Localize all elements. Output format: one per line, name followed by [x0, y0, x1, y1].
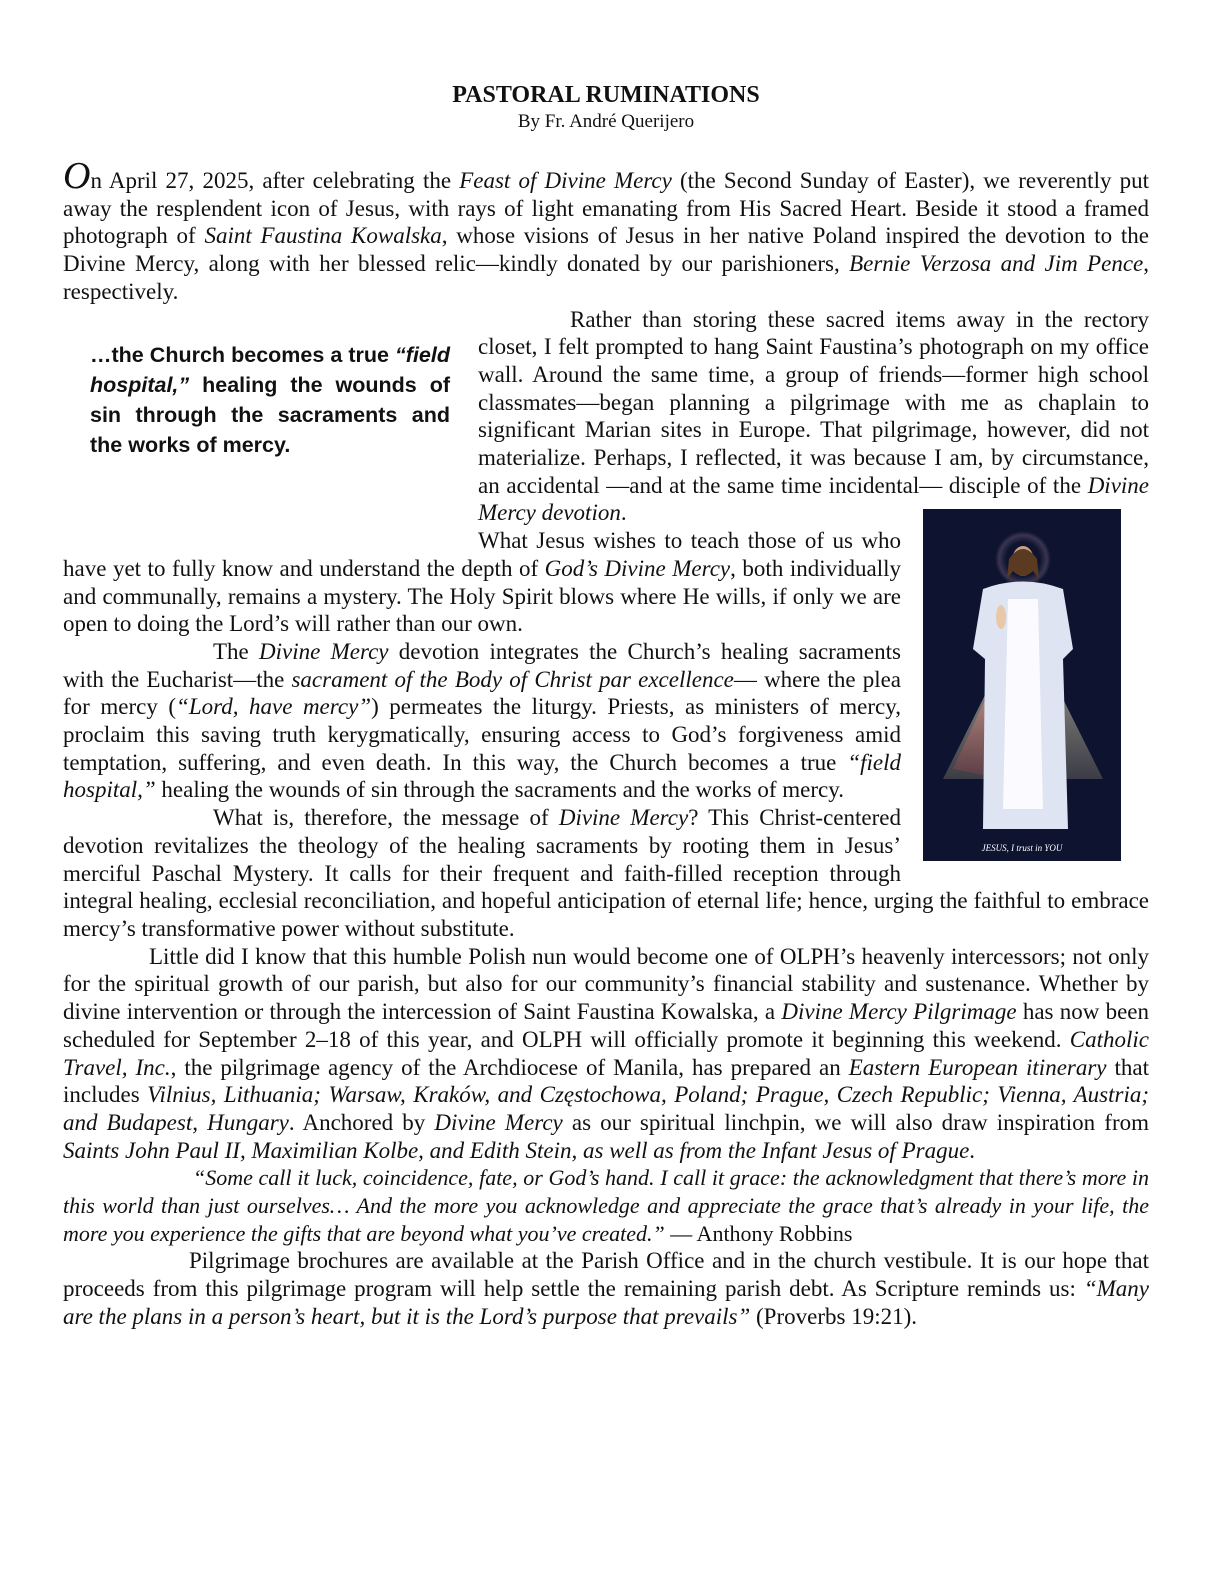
text-segment: Little did I know that this humble Polish nun would become one of OLPH’s heavenly intercessors; not only for the spiritual growth of our parish, but also for our community’s financial stability and sustenance. Whether by divine intervention or through the intercession of Saint Faustina Kowalska, a	[63, 943, 1149, 1025]
text-segment: .	[969, 1137, 976, 1163]
text-segment: ) permeates the liturgy. Priests, as ministers of mercy, proclaim this saving truth kerygmatically, ensuring access to God’s forgiveness amid temptation, suffering, and even death. In this way, the Church becomes a true	[63, 694, 901, 775]
italic-text: “Lord, have mercy”	[176, 694, 372, 720]
italic-text: “field hospital,”	[90, 342, 450, 397]
italic-text: Eastern European itinerary	[848, 1054, 1107, 1080]
italic-text: Divine Mercy devotion	[478, 472, 1149, 526]
text-segment: What is, therefore, the message of	[213, 805, 559, 831]
italic-text: “field hospital,”	[63, 749, 901, 803]
text-segment: , whose visions of Jesus in her native Poland inspired the devotion to the Divine Mercy, along with her blessed relic—kindly donated by our parishioners,	[63, 223, 1150, 277]
text-segment: ? This Christ-centered devotion revitalizes the theology of the healing sacraments by rooting them in Jesus’ merciful Paschal Mystery. It calls for their frequent and faith-filled reception through integral healing, ecclesial reconciliation, and hopeful anticipation of eternal life; hence, urging the faithful to embrace mercy’s transformative power without substitute.	[63, 805, 1149, 941]
drop-cap: O	[63, 155, 91, 197]
text-segment: has now been scheduled for September 2–18 of this year, and OLPH will officially promote it beginning this weekend.	[63, 999, 1150, 1052]
italic-text: Divine Mercy	[434, 1109, 563, 1135]
text-segment: that includes	[63, 1054, 1149, 1108]
byline: By Fr. André Querijero	[517, 111, 695, 132]
italic-text: Feast of Divine Mercy	[459, 168, 672, 193]
divine-mercy-painting	[923, 509, 1121, 861]
pull-quote-box	[63, 312, 478, 530]
paragraph-brochures	[63, 1247, 1149, 1330]
divine-mercy-image	[923, 509, 1121, 861]
text-segment: as our spiritual linchpin, we will also draw inspiration from	[562, 1109, 1149, 1135]
italic-text: Divine Mercy	[558, 805, 689, 831]
text-segment: .	[620, 500, 627, 526]
pull-quote	[90, 340, 450, 460]
text-segment: — Anthony Robbins	[664, 1220, 853, 1246]
paragraph-intro	[63, 155, 1150, 306]
page-title: PASTORAL RUMINATIONS	[452, 82, 760, 108]
text-segment: What Jesus wishes to teach those of us who have yet to fully know and understand the depth of	[63, 528, 901, 581]
text-segment: The	[213, 638, 260, 664]
text-segment: (Proverbs 19:21).	[750, 1303, 917, 1329]
text-segment: healing the wounds of sin through the sacraments and the works of mercy.	[155, 777, 845, 803]
text-segment: . Anchored by	[288, 1109, 435, 1135]
article	[63, 80, 1149, 1331]
italic-text: Divine Mercy	[259, 638, 389, 664]
italic-text: Saints John Paul II, Maximilian Kolbe, and Edith Stein, as well as from the Infant Jesus of Prague	[63, 1137, 970, 1163]
text-segment: n April 27, 2025, after celebrating the	[90, 168, 460, 193]
text-segment: , respectively.	[63, 251, 1149, 304]
italic-text: God’s Divine Mercy	[544, 555, 731, 581]
italic-text: Divine Mercy Pilgrimage	[781, 999, 1017, 1025]
text-segment: (the Second Sunday of Easter), we reverently put away the resplendent icon of Jesus, with rays of light emanating from His Sacred Heart. Beside it stood a framed photograph of	[63, 168, 1149, 249]
italic-text: sacrament of the Body of Christ par excellence	[291, 666, 734, 692]
text-segment: , both individually and communally, remains a mystery. The Holy Spirit blows where He wills, if only we are open to doing the Lord’s will rather than our own.	[63, 555, 901, 637]
text-segment: , the pilgrimage agency of the Archdiocese of Manila, has prepared an	[170, 1054, 849, 1080]
italic-text: Catholic Travel, Inc.	[63, 1026, 1149, 1080]
italic-text: Saint Faustina Kowalska	[204, 223, 442, 249]
text-segment: …the Church becomes a true	[90, 342, 396, 367]
quotation	[63, 1164, 1149, 1247]
italic-text: Vilnius, Lithuania; Warsaw, Kraków, and Częstochowa, Poland; Prague, Czech Republic; Vienna, Austria; and Budapest, Hungary	[63, 1082, 1149, 1135]
text-segment: — where the plea for mercy (	[63, 666, 902, 720]
text-segment: Rather than storing these sacred items away in the rectory closet, I felt prompted to hang Saint Faustina’s photograph on my office wall. Around the same time, a group of friends—former high school classmates—began planning a pilgrimage with me as chaplain to significant Marian sites in Europe. That pilgrimage, however, did not materialize. Perhaps, I reflected, it was because I am, by circumstance, an accidental —and at the same time incidental— disciple of the	[478, 306, 1149, 498]
italic-text: “Many are the plans in a person’s heart, but it is the Lord’s purpose that prevails”	[63, 1276, 1149, 1329]
image-caption: JESUS, I trust in YOU	[981, 843, 1063, 854]
italic-text: Bernie Verzosa and Jim Pence	[849, 251, 1144, 277]
text-segment: healing the wounds of sin through the sacraments and the works of mercy.	[90, 372, 450, 457]
paragraph-pilgrimage	[63, 943, 1149, 1165]
italic-text: “Some call it luck, coincidence, fate, or God’s hand. I call it grace: the acknowledgment that there’s more in this world than just ourselves… And the more you acknowledge and appreciate the grace that’s already in your life, the more you experience the gifts that are beyond what you’ve created.”	[63, 1165, 1149, 1246]
text-segment: Pilgrimage brochures are available at the Parish Office and in the church vestibule. It is our hope that proceeds from this pilgrimage program will help settle the remaining parish debt. As Scripture reminds us:	[63, 1248, 1149, 1302]
text-segment: devotion integrates the Church’s healing sacraments with the Eucharist—the	[63, 638, 901, 692]
